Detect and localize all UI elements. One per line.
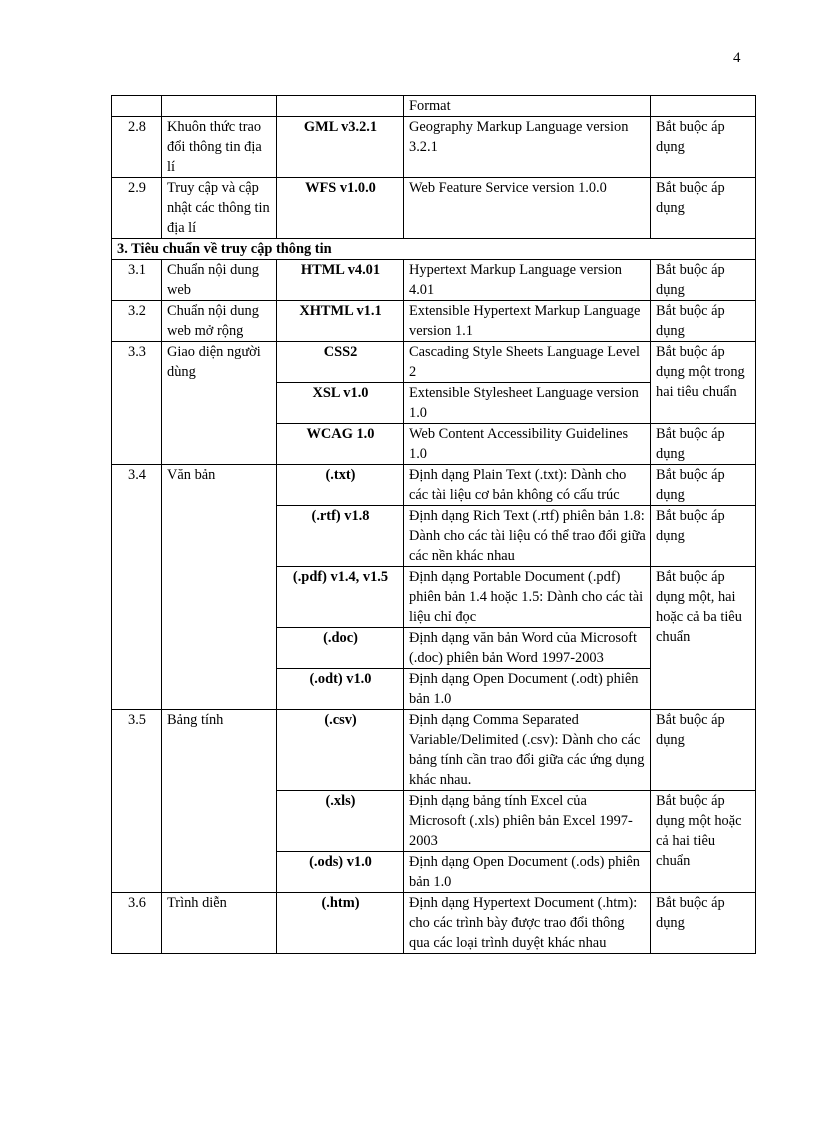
standard-description: Định dạng bảng tính Excel của Microsoft (.xls) phiên bản Excel 1997-2003 bbox=[404, 791, 651, 852]
application-requirement: Bắt buộc áp dụng bbox=[651, 424, 756, 465]
application-requirement: Bắt buộc áp dụng bbox=[651, 893, 756, 954]
standard-code: (.txt) bbox=[277, 465, 404, 506]
standard-code: CSS2 bbox=[277, 342, 404, 383]
row-number: 3.3 bbox=[112, 342, 162, 465]
standard-description: Web Feature Service version 1.0.0 bbox=[404, 178, 651, 239]
standard-description: Định dạng Open Document (.odt) phiên bản 1.0 bbox=[404, 669, 651, 710]
standard-description: Extensible Hypertext Markup Language version 1.1 bbox=[404, 301, 651, 342]
standard-code: (.csv) bbox=[277, 710, 404, 791]
standard-description: Định dạng Portable Document (.pdf) phiên bản 1.4 hoặc 1.5: Dành cho các tài liệu chỉ đọc bbox=[404, 567, 651, 628]
standard-category: Giao diện người dùng bbox=[162, 342, 277, 465]
standard-description: Web Content Accessibility Guidelines 1.0 bbox=[404, 424, 651, 465]
application-requirement: Bắt buộc áp dụng bbox=[651, 506, 756, 567]
standard-code: (.odt) v1.0 bbox=[277, 669, 404, 710]
table-row bbox=[112, 465, 756, 506]
section-heading: 3. Tiêu chuẩn về truy cập thông tin bbox=[112, 239, 756, 260]
standard-description: Định dạng Comma Separated Variable/Delimited (.csv): Dành cho các bảng tính cần trao đổi giữa các ứng dụng khác nhau. bbox=[404, 710, 651, 791]
standard-code: HTML v4.01 bbox=[277, 260, 404, 301]
standard-description: Hypertext Markup Language version 4.01 bbox=[404, 260, 651, 301]
page-number: 4 bbox=[733, 50, 741, 66]
section-row bbox=[112, 239, 756, 260]
standard-category: Chuẩn nội dung web mở rộng bbox=[162, 301, 277, 342]
standard-category: Trình diễn bbox=[162, 893, 277, 954]
standard-category: Bảng tính bbox=[162, 710, 277, 893]
application-requirement: Bắt buộc áp dụng bbox=[651, 465, 756, 506]
row-number: 2.9 bbox=[112, 178, 162, 239]
standard-code bbox=[277, 96, 404, 117]
standard-code: XHTML v1.1 bbox=[277, 301, 404, 342]
application-requirement: Bắt buộc áp dụng bbox=[651, 710, 756, 791]
row-number bbox=[112, 96, 162, 117]
application-requirement: Bắt buộc áp dụng bbox=[651, 178, 756, 239]
standard-code: (.doc) bbox=[277, 628, 404, 669]
standard-code: GML v3.2.1 bbox=[277, 117, 404, 178]
application-requirement: Bắt buộc áp dụng bbox=[651, 117, 756, 178]
table-row bbox=[112, 342, 756, 383]
standard-code: XSL v1.0 bbox=[277, 383, 404, 424]
table-row bbox=[112, 301, 756, 342]
application-requirement: Bắt buộc áp dụng một trong hai tiêu chuẩn bbox=[651, 342, 756, 424]
application-requirement: Bắt buộc áp dụng một hoặc cả hai tiêu chuẩn bbox=[651, 791, 756, 893]
standard-category: Văn bản bbox=[162, 465, 277, 710]
row-number: 3.5 bbox=[112, 710, 162, 893]
standard-description: Cascading Style Sheets Language Level 2 bbox=[404, 342, 651, 383]
standard-description: Extensible Stylesheet Language version 1.0 bbox=[404, 383, 651, 424]
standard-description: Geography Markup Language version 3.2.1 bbox=[404, 117, 651, 178]
standard-code: (.rtf) v1.8 bbox=[277, 506, 404, 567]
standards-table bbox=[111, 95, 756, 954]
standard-category: Truy cập và cập nhật các thông tin địa lí bbox=[162, 178, 277, 239]
application-requirement bbox=[651, 96, 756, 117]
standard-code: (.pdf) v1.4, v1.5 bbox=[277, 567, 404, 628]
application-requirement: Bắt buộc áp dụng bbox=[651, 301, 756, 342]
standard-code: (.htm) bbox=[277, 893, 404, 954]
standard-description: Định dạng Open Document (.ods) phiên bản 1.0 bbox=[404, 852, 651, 893]
standard-code: WCAG 1.0 bbox=[277, 424, 404, 465]
row-number: 3.6 bbox=[112, 893, 162, 954]
row-number: 3.2 bbox=[112, 301, 162, 342]
standard-description: Định dạng Plain Text (.txt): Dành cho các tài liệu cơ bản không có cấu trúc bbox=[404, 465, 651, 506]
table-row bbox=[112, 260, 756, 301]
row-number: 3.1 bbox=[112, 260, 162, 301]
table-row bbox=[112, 117, 756, 178]
row-number: 3.4 bbox=[112, 465, 162, 710]
table-row bbox=[112, 96, 756, 117]
application-requirement: Bắt buộc áp dụng bbox=[651, 260, 756, 301]
standard-description: Định dạng Hypertext Document (.htm): cho các trình bày được trao đổi thông qua các loại trình duyệt khác nhau bbox=[404, 893, 651, 954]
table-row bbox=[112, 893, 756, 954]
standard-description: Định dạng văn bản Word của Microsoft (.doc) phiên bản Word 1997-2003 bbox=[404, 628, 651, 669]
table-row bbox=[112, 710, 756, 791]
table-row bbox=[112, 178, 756, 239]
standard-category bbox=[162, 96, 277, 117]
standard-code: (.xls) bbox=[277, 791, 404, 852]
standard-category: Khuôn thức trao đổi thông tin địa lí bbox=[162, 117, 277, 178]
standard-category: Chuẩn nội dung web bbox=[162, 260, 277, 301]
standard-description: Định dạng Rich Text (.rtf) phiên bản 1.8: Dành cho các tài liệu có thể trao đổi giữa các nền khác nhau bbox=[404, 506, 651, 567]
standard-code: WFS v1.0.0 bbox=[277, 178, 404, 239]
standard-code: (.ods) v1.0 bbox=[277, 852, 404, 893]
row-number: 2.8 bbox=[112, 117, 162, 178]
application-requirement: Bắt buộc áp dụng một, hai hoặc cả ba tiêu chuẩn bbox=[651, 567, 756, 710]
standard-description: Format bbox=[404, 96, 651, 117]
